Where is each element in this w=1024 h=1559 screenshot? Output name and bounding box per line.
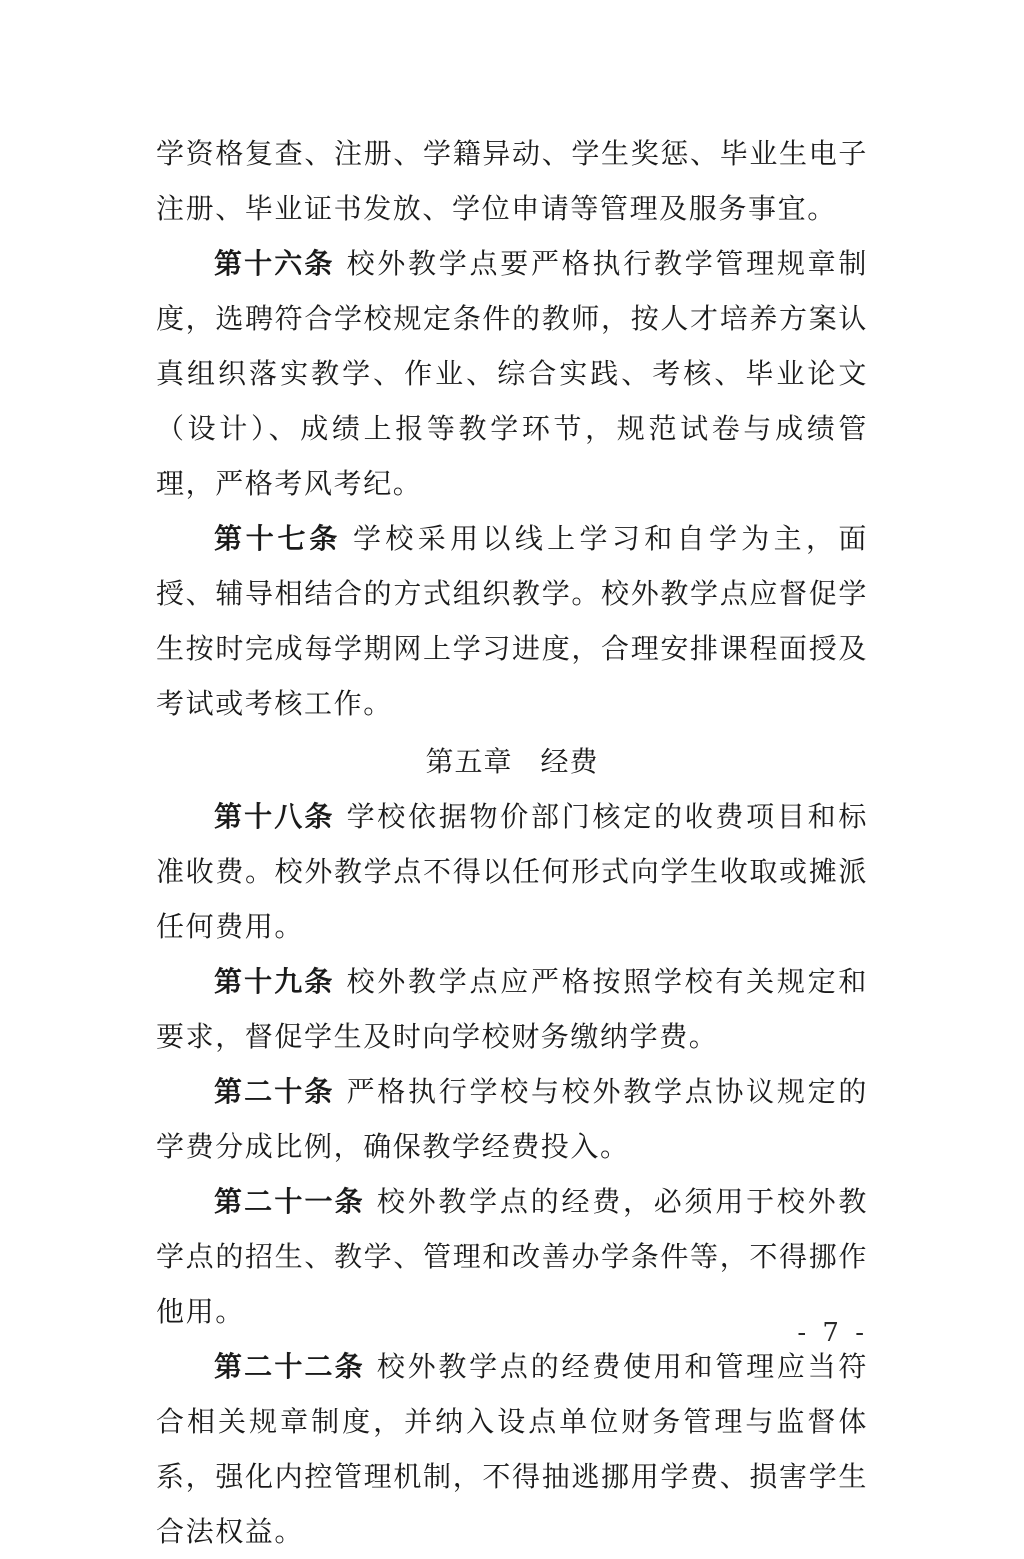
chapter-title: 经费 bbox=[540, 745, 599, 778]
article-19 bbox=[156, 954, 868, 1064]
document-body bbox=[156, 126, 868, 1559]
article-text: 校外教学点要严格执行教学管理规章制度，选聘符合学校规定条件的教师，按人才培养方案认真组织落实教学、作业、综合实践、考核、毕业论文（设计）、成绩上报等教学环节，规范试卷与成绩管理，严格考风考纪。 bbox=[156, 247, 868, 500]
article-number: 第二十二条 bbox=[214, 1350, 365, 1383]
chapter-heading bbox=[156, 734, 868, 789]
article-text: 严格执行学校与校外教学点协议规定的学费分成比例，确保教学经费投入。 bbox=[156, 1075, 868, 1163]
continuation-paragraph: 学资格复查、注册、学籍异动、学生奖惩、毕业生电子注册、毕业证书发放、学位申请等管理及服务事宜。 bbox=[156, 137, 868, 225]
chapter-number: 第五章 bbox=[425, 745, 513, 778]
article-number: 第十六条 bbox=[214, 247, 335, 280]
article-20 bbox=[156, 1064, 868, 1174]
article-number: 第十九条 bbox=[214, 965, 335, 998]
article-number: 第二十一条 bbox=[214, 1185, 365, 1218]
article-text: 学校依据物价部门核定的收费项目和标准收费。校外教学点不得以任何形式向学生收取或摊派任何费用。 bbox=[156, 800, 868, 943]
article-number: 第二十条 bbox=[214, 1075, 335, 1108]
page-number: - 7 - bbox=[797, 1318, 868, 1348]
article-22 bbox=[156, 1339, 868, 1559]
article-text: 校外教学点的经费使用和管理应当符合相关规章制度，并纳入设点单位财务管理与监督体系，强化内控管理机制，不得抽逃挪用学费、损害学生合法权益。 bbox=[156, 1350, 868, 1548]
article-17 bbox=[156, 511, 868, 731]
article-18 bbox=[156, 789, 868, 954]
article-number: 第十八条 bbox=[214, 800, 335, 833]
article-16 bbox=[156, 236, 868, 511]
article-21 bbox=[156, 1174, 868, 1339]
article-text: 学校采用以线上学习和自学为主，面授、辅导相结合的方式组织教学。校外教学点应督促学生按时完成每学期网上学习进度，合理安排课程面授及考试或考核工作。 bbox=[156, 522, 868, 720]
article-text: 校外教学点的经费，必须用于校外教学点的招生、教学、管理和改善办学条件等，不得挪作他用。 bbox=[156, 1185, 868, 1328]
article-text: 校外教学点应严格按照学校有关规定和要求，督促学生及时向学校财务缴纳学费。 bbox=[156, 965, 868, 1053]
article-number: 第十七条 bbox=[214, 522, 342, 555]
